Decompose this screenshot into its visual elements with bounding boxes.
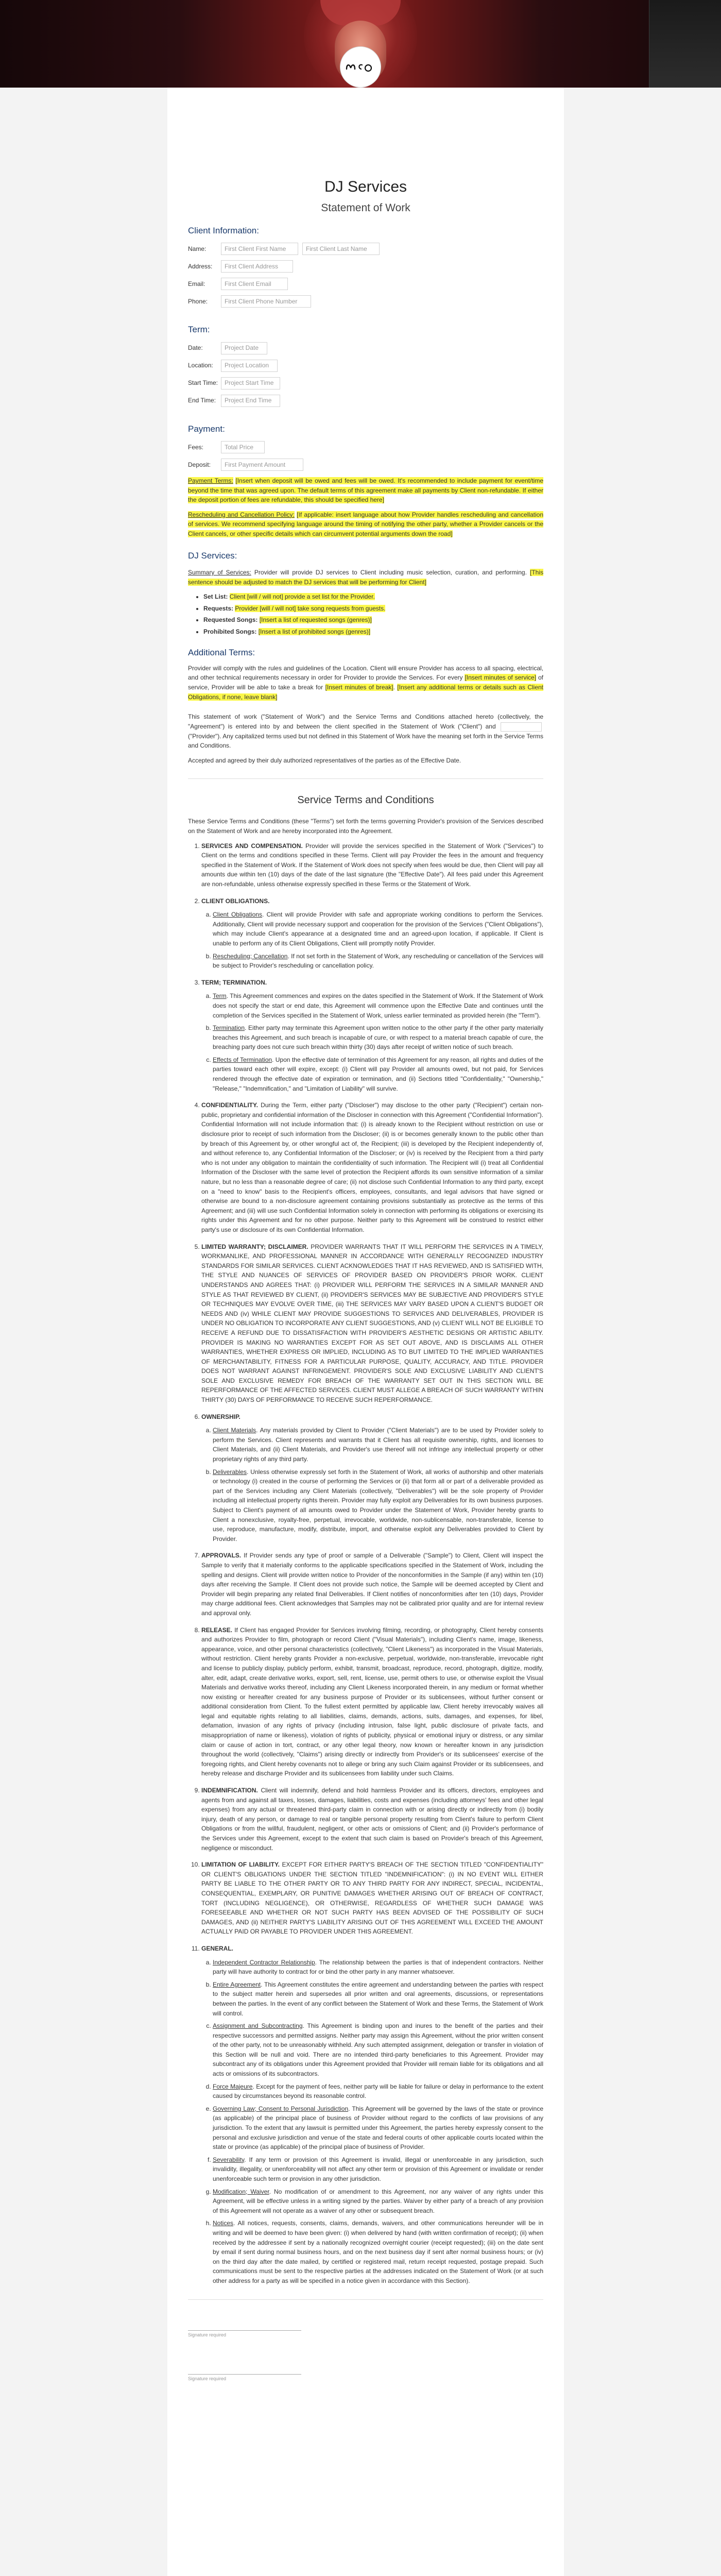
project-location-input[interactable]: Project Location [221, 360, 278, 372]
term-item [201, 1625, 543, 1779]
services-heading: DJ Services: [188, 550, 237, 561]
deposit-input[interactable]: First Payment Amount [221, 459, 303, 471]
client-address-input[interactable]: First Client Address [221, 260, 293, 273]
additional-terms: Provider will comply with the rules and guidelines of the Location. Client will ensure Provider has access to all spacing, electrical, and other technical requirements necessary in order for Provider to provide the Services. For every [Insert minutes of service] of service, Provider will be able to take a break for [Insert minutes of break]. [Insert any additional terms or details such as Client Obligations, if none, leave blank] [188, 664, 543, 701]
signature-label-2: Signature required [188, 2376, 227, 2382]
sub-item [213, 910, 543, 948]
minutes-service-placeholder: [Insert minutes of service] [465, 674, 537, 682]
sub-label: Notices [213, 2219, 234, 2227]
payment-terms [188, 476, 543, 505]
terms-list [188, 841, 543, 2286]
client-phone-input[interactable]: First Client Phone Number [221, 295, 311, 308]
sub-text: . If any term or provision of this Agreement is invalid, illegal or unenforceable in any jurisdiction, such invalidity, illegality, or unenforceability will not affect any other term or provision of this Agreement or invalidate or render unenforceable such term or provision in any other jurisdiction. [213, 2156, 543, 2183]
email-label: Email: [188, 280, 205, 288]
client-name-row [188, 243, 543, 255]
name-label: Name: [188, 245, 207, 253]
sub-item [213, 1980, 543, 2018]
sub-list [201, 1426, 543, 1544]
provider-name-input[interactable] [501, 722, 542, 732]
additional-text-1: Provider will comply with the rules and guidelines of the Location. Client will ensure Provider has access to all spacing, electrical, and other technical requirements necessary in order for Provider to provide the Services. For every [188, 664, 543, 682]
client-email-input[interactable]: First Client Email [221, 278, 288, 290]
agreement-text-2: ("Provider"). Any capitalized terms used but not defined in this Statement of Work have the meaning set forth in the Service Terms and Conditions. [188, 732, 543, 750]
rescheduling-label: Rescheduling and Cancellation Policy: [188, 511, 295, 518]
divider [188, 2299, 543, 2300]
list-item [203, 615, 543, 625]
term-heading: TERM; TERMINATION. [201, 978, 267, 986]
term-item [201, 1786, 543, 1853]
client-address-row [188, 260, 543, 273]
document-card [167, 88, 564, 2576]
list-item [203, 604, 543, 614]
phone-label: Phone: [188, 298, 208, 306]
term-item [201, 1551, 543, 1618]
sub-label: Entire Agreement [213, 1980, 261, 1988]
sub-list [201, 1958, 543, 2286]
item-text: [Insert a list of prohibited songs (genres)] [258, 628, 371, 635]
sub-text: . Either party may terminate this Agreement upon written notice to the other party if the other party materially breaches this Agreement, and such breach is incapable of cure, or with respect to a material breach capable of cure, the breaching party does not cure such breach within thirty (30) days after receipt of written notice of such breach. [213, 1024, 543, 1051]
term-start-row [188, 377, 543, 389]
term-item [201, 978, 543, 1094]
sub-item [213, 1467, 543, 1544]
accepted-line: Accepted and agreed by their duly authorized representatives of the parties as of the Effective Date. [188, 756, 461, 764]
sub-list [201, 991, 543, 1093]
summary-placeholder: [This sentence should be adjusted to match the DJ services that will be performing for Client] [188, 568, 543, 586]
sub-label: Termination [213, 1024, 245, 1032]
sub-label: Governing Law; Consent to Personal Jurisdiction [213, 2105, 349, 2112]
hero-side-panel [649, 0, 721, 88]
item-label: Requested Songs: [203, 616, 258, 624]
sub-text: . No modification of or amendment to this Agreement, nor any waiver of any rights under this Agreement, will be effective unless in a writing signed by the parties. Waiver by either party of a breach of any provision of this Agreement will not operate as a waiver of any other or subsequent breach. [213, 2188, 543, 2214]
term-item [201, 1944, 543, 2286]
term-item [201, 1242, 543, 1405]
term-item [201, 896, 543, 971]
sub-text: . Unless otherwise expressly set forth in the Statement of Work, all works of authorship and other materials or technology (i) created in the course of performing the Services or (ii) that form all or part of a deliverable provided as part of the Services including any Client Materials (collectively, "Deliverables") will be the sole property of Provider including all intellectual property rights therein. Provider may fully exploit any Deliverables for its own business purposes. Subject to Client's payment of all amounts owed to Provider under the Statement of Work, Provider hereby grants to Client a nonexclusive, royalty-free, perpetual, irrevocable, worldwide, non-sublicensable, non-transferable, license to use, reproduce, manufacture, modify, distribute, import, and otherwise exploit any Deliverables provided to Client by Provider. [213, 1468, 543, 1543]
client-phone-row [188, 295, 543, 308]
term-text: During the Term, either party ("Discloser") may disclose to the other party ("Recipient") certain non-public, proprietary and confidential information of the Discloser in connection with this Agreement ("Confidential Information"). Confidential Information will not include information that: (i) is already known to the Recipient without restriction on use or disclosure prior to receipt of such information from the Discloser; (ii) is or becomes generally known to the public other than by breach of this Agreement by, or other wrongful act of, the Recipient; (iii) is developed by the Recipient independently of, and without reference to, any Confidential Information of the Discloser; or (iv) is received by the Recipient from a third party who is not under any obligation to maintain the confidentiality of such information. The Recipient will (i) treat all Confidential Information of the Discloser with the same level of protection the Recipient affords its own sensitive information of a similar nature, but no less than a reasonable degree of care; (ii) not disclose such Confidential Information to any third party, except on a "need to know" basis to the Recipient's officers, employees, consultants, and legal advisors that have signed or otherwise are bound to a non-disclosure agreement containing provisions substantially as protective as the terms of this Agreement; and (iii) will use such Confidential Information solely in connection with performing its obligations or exercising its rights under this Agreement and for no other purpose. Neither party to this Agreement will be construed to restrict either party's use or disclosure of its own Confidential Information. [201, 1101, 543, 1233]
start-time-label: Start Time: [188, 379, 218, 387]
fees-row [188, 441, 543, 453]
sub-item [213, 991, 543, 1020]
services-list [203, 592, 543, 636]
address-label: Address: [188, 263, 213, 270]
term-heading: CONFIDENTIALITY. [201, 1101, 258, 1109]
signature-field-2[interactable] [188, 2359, 301, 2375]
term-heading: APPROVALS. [201, 1552, 242, 1560]
term-end-row [188, 395, 543, 407]
deposit-row [188, 459, 543, 471]
term-heading: LIMITATION OF LIABILITY. [201, 1861, 280, 1869]
sub-item [213, 1055, 543, 1093]
divider [188, 778, 543, 779]
sub-label: Client Materials [213, 1427, 256, 1434]
location-label: Location: [188, 362, 213, 369]
brand-logo [340, 46, 381, 88]
sub-item [213, 952, 543, 971]
rescheduling-text: [If applicable: insert language about how Provider handles rescheduling and cancellation of services. We recommend specifying language around the timing of notifying the other party, whether a Provider cancels or the Client cancels, or other specific details which can circumvent potential arguments down the road] [188, 511, 543, 537]
sub-text: . Upon the effective date of termination of this Agreement for any reason, all rights and duties of the parties toward each other will expire, except: (i) Client will pay Provider all amounts owed, but not paid, for Services rendered through the effective date of expiration or termination, and (ii) Sections titled "Confidentiality," "Ownership," "Release," "Indemnification," and "Limitation of Liability" will survive. [213, 1056, 543, 1092]
term-date-row [188, 342, 543, 354]
term-item [201, 841, 543, 889]
client-heading: Client Information: [188, 226, 259, 235]
sub-label: Assignment and Subcontracting [213, 2022, 303, 2030]
sub-item [213, 2082, 543, 2101]
project-date-input[interactable]: Project Date [221, 342, 267, 354]
term-heading: LIMITED WARRANTY; DISCLAIMER. [201, 1243, 308, 1250]
deposit-label: Deposit: [188, 461, 211, 468]
term-heading: Term: [188, 325, 210, 335]
term-heading: INDEMNIFICATION. [201, 1787, 258, 1794]
term-item [201, 1100, 543, 1234]
item-text: Client [will / will not] provide a set list for the Provider. [229, 593, 375, 601]
sub-text: . Except for the payment of fees, neither party will be liable for failure or delay in performance to the extent caused by circumstances beyond its reasonable control. [213, 2082, 543, 2100]
sub-list [201, 910, 543, 971]
term-heading: GENERAL. [201, 1944, 234, 1952]
item-label: Set List: [203, 593, 228, 601]
payment-heading: Payment: [188, 423, 225, 434]
sub-item [213, 2021, 543, 2079]
terms-intro: These Service Terms and Conditions (these "Terms") set forth the terms governing Provider's provision of the Services described on the Statement of Work and are hereby incorporated into the Agreement. [188, 818, 543, 835]
date-label: Date: [188, 344, 203, 352]
page-title: DJ Services [324, 178, 407, 195]
sub-item [213, 1023, 543, 1052]
additional-text-2: of service, Provider will be able to take a break for [188, 674, 543, 691]
item-label: Prohibited Songs: [203, 628, 257, 635]
sub-label: Deliverables [213, 1468, 247, 1476]
sub-label: Term [213, 992, 227, 1000]
additional-terms-placeholder: [Insert any additional terms or details such as Client Obligations, if none, leave blank] [188, 684, 543, 701]
term-text: If Provider sends any type of proof or sample of a Deliverable ("Sample") to Client, Client will inspect the Sample to verify that it materially conforms to the applicable specifications specified in the Statement of Work, including the spelling and designs. Client will provide written notice to Provider of the nonconformities in the Sample (if any) within ten (10) days after receiving the Sample. If Client does not provide such notice, the Sample will be deemed accepted by Client and Provider will begin preparing any related final Deliverables. If Client notifies of nonconformities after ten (10) days, Provider may charge additional fees. Client acknowledges that Samples may not be calibrated prior quality and are for internal review and approval only. [201, 1552, 543, 1617]
list-item [203, 627, 543, 637]
sub-item [213, 2104, 543, 2152]
term-text: EXCEPT FOR EITHER PARTY'S BREACH OF THE SECTION TITLED "CONFIDENTIALITY" OR CLIENT'S OBLIGATIONS UNDER THE SECTION TITLED "INDEMNIFICATION": (i) IN NO EVENT WILL EITHER PARTY BE LIABLE TO THE OTHER PARTY OR TO ANY THIRD PARTY FOR ANY INDIRECT, SPECIAL, INCIDENTAL, CONSEQUENTIAL, EXEMPLARY, OR PUNITIVE DAMAGES WHETHER ARISING OUT OF BREACH OF CONTRACT, TORT (INCLUDING NEGLIGENCE), OR OTHERWISE, REGARDLESS OF WHETHER SUCH DAMAGE WAS FORESEEABLE AND WHETHER OR NOT SUCH PARTY HAS BEEN ADVISED OF THE POSSIBILITY OF SUCH DAMAGES, AND (ii) NEITHER PARTY'S LIABILITY ARISING OUT OF THIS AGREEMENT WILL EXCEED THE AMOUNT ACTUALLY PAID OR PAYABLE TO PROVIDER UNDER THIS AGREEMENT. [201, 1861, 543, 1936]
sub-item [213, 1426, 543, 1464]
payment-terms-label: Payment Terms: [188, 477, 233, 485]
term-text: If Client has engaged Provider for Services involving filming, recording, or photography, Client hereby consents and authorizes Provider to film, photograph or record Client ("Visual Materials"), including Client's name, image, likeness, appearance, voice, and other personal characteristics (collectively, "Client Likeness") as incorporated in the Visual Materials, without restriction. Client hereby grants Provider a non-exclusive, perpetual, worldwide, non-transferable, irrevocable right and license to publicly display, publicly perform, exhibit, transmit, broadcast, reproduce, record, photograph, digitize, modify, alter, edit, adapt, create derivative works, export, sell, rent, license, use, permit others to use, or otherwise exploit the Visual Materials and derivative works thereof, including any Client Likeness incorporated therein, in any medium or format whether now existing or hereafter created for any business purpose of Provider or its sublicensees, without further consent or additional consideration from Client. To the fullest extent permitted by applicable law, Client hereby irrevocably waives all legal and equitable rights relating to all liabilities, claims, demands, actions, suits, damages, and expenses, for libel, defamation, invasion of any rights of privacy (including intrusion, false light, public disclosure of private facts, and misappropriation of name or likeness), violation of rights of publicity, physical or emotional injury or distress, or any similar claim or cause of action in tort, contract, or any other legal theory, now known or hereafter known in any jurisdiction throughout the world (collectively, "Claims") arising directly or indirectly from Provider's or its sublicensees' exercise of the foregoing rights, and Client hereby covenants not to allege or bring any such Claim against Provider or its sublicensees, and hereby release and discharge Provider and its sublicensees from liability under such Claims. [201, 1626, 543, 1777]
sub-text: . This Agreement will be governed by the laws of the state or province (as applicable) of the principal place of business of Provider without regard to the conflicts of law provisions of any jurisdiction. To the extent that any lawsuit is permitted under this Agreement, the parties hereby expressly consent to the personal and exclusive jurisdiction and venue of the state and federal courts of other applicable courts located within the state or province (as applicable) of the principal place of business of Provider. [213, 2105, 543, 2151]
client-email-row [188, 278, 543, 290]
rescheduling-policy [188, 510, 543, 539]
sub-text: . If not set forth in the Statement of Work, any rescheduling or cancellation of the Services will be subject to Provider's rescheduling or cancellation policy. [213, 952, 543, 970]
total-price-input[interactable]: Total Price [221, 441, 265, 453]
sub-text: . Client will provide Provider with safe and appropriate working conditions to perform the Services. Additionally, Client will provide necessary support and cooperation for the provision of the Services ("Client Obligations"), which may include Client's appearance at a designated time and an agreed-upon location, if applicable. If Client is unable to perform any of its Client Obligations, Client will promptly notify Provider. [213, 911, 543, 947]
list-item [203, 592, 543, 602]
services-summary [188, 568, 543, 587]
signature-block-2 [188, 2359, 543, 2383]
sub-label: Independent Contractor Relationship [213, 1958, 315, 1966]
sub-text: . This Agreement is binding upon and inures to the benefit of the parties and their respective successors and permitted assigns. Neither party may assign this Agreement, without the prior written consent of the other party, not to be unreasonably withheld. Any such attempted assignment, delegation or transfer in violation of this Section will be null and void. There are no intended third-party beneficiaries to this Agreement. Provider may subcontract any of its obligations under this Agreement provided that Provider will remain liable for its obligations and all acts or omissions of its subcontractors. [213, 2022, 543, 2078]
signature-label-1: Signature required [188, 2332, 227, 2337]
sub-label: Modification; Waiver [213, 2188, 269, 2195]
sub-label: Rescheduling; Cancellation [213, 952, 288, 960]
sub-item [213, 2155, 543, 2184]
sub-item [213, 2218, 543, 2285]
term-heading: RELEASE. [201, 1626, 233, 1634]
sub-label: Severability [213, 2156, 245, 2163]
project-start-time-input[interactable]: Project Start Time [221, 377, 280, 389]
term-item [201, 1412, 543, 1544]
agreement-intro [188, 712, 543, 751]
item-text: [Insert a list of requested songs (genres)] [259, 616, 372, 624]
client-last-name-input[interactable]: First Client Last Name [302, 243, 380, 255]
client-first-name-input[interactable]: First Client First Name [221, 243, 298, 255]
sub-item [213, 1958, 543, 1977]
signature-field-1[interactable] [188, 2315, 301, 2331]
term-text: Provider will provide the services specified in the Statement of Work ("Services") to Client on the terms and conditions specified in these Terms. Client will pay Provider the fees in the amount and frequency specified in the Statement of Work. If the Statement of Work does not specify when fees would be due, then Client will pay all amounts due within ten (10) days of the date of the last signature (the "Effective Date"). All fees paid under this Agreement are non-refundable, unless otherwise expressly specified in these Terms or the Statement of Work. [201, 842, 543, 888]
summary-text: Provider will provide DJ services to Client including music selection, curation, and performing. [254, 568, 527, 576]
sub-text: . Any materials provided by Client to Provider ("Client Materials") are to be used by Provider solely to perform the Services. Client represents and warrants that it Client has all requisite ownership, rights, and licenses to Client Materials, and (ii) Client Materials, and Provider's use thereof will not infringe any intellectual property or other proprietary rights of any third party. [213, 1427, 543, 1463]
agreement-text-1: This statement of work ("Statement of Work") and the Service Terms and Conditions attached hereto (collectively, the "Agreement") is entered into by and between the client specified in the Statement of Work ("Client") and [188, 713, 543, 730]
sub-label: Force Majeure [213, 2082, 253, 2090]
summary-label: Summary of Services: [188, 568, 251, 576]
fees-label: Fees: [188, 443, 204, 451]
sub-item [213, 2187, 543, 2216]
term-location-row [188, 360, 543, 372]
page-subtitle: Statement of Work [321, 202, 410, 214]
item-label: Requests: [203, 604, 234, 612]
terms-title: Service Terms and Conditions [297, 794, 434, 806]
sub-label: Effects of Termination [213, 1056, 272, 1063]
statement-of-work [188, 224, 543, 2383]
term-heading: CLIENT OBLIGATIONS. [201, 897, 270, 905]
term-text: Client will indemnify, defend and hold harmless Provider and its officers, directors, employees and agents from and against all taxes, losses, damages, liabilities, costs and expenses (including attorneys' fees and other legal expenses) from any actual or threatened third-party claim in connection with or arising directly or indirectly from (i) bodily injury, death of any person, or damage to real or tangible personal property resulting from Client's failure to perform Client Obligations or from the willful, fraudulent, negligent, or other acts or omissions of Client; and (ii) Provider's performance of the Services under this Agreement, except to the extent that such claim is based on Provider's breach of this Agreement, negligence or misconduct. [201, 1787, 543, 1852]
logo-mark-icon [345, 57, 376, 77]
minutes-break-placeholder: [Insert minutes of break] [325, 684, 393, 691]
signature-block-1 [188, 2315, 543, 2339]
term-heading: OWNERSHIP. [201, 1413, 241, 1420]
payment-terms-text: [Insert when deposit will be owed and fees will be owed. It's recommended to include payment for event/time beyond the time that was agreed upon. The default terms of this agreement make all payments by Client non-refundable. If either the deposit portion of fees are refundable, this should be specified here] [188, 477, 543, 504]
term-text: PROVIDER WARRANTS THAT IT WILL PERFORM THE SERVICES IN A TIMELY, WORKMANLIKE, AND PROFESSIONAL MANNER IN ACCORDANCE WITH GENERALLY RECOGNIZED INDUSTRY STANDARDS FOR SIMILAR SERVICES. CLIENT ACKNOWLEDGES THAT IT HAS REVIEWED, AND IS SATISFIED WITH, THE STYLE AND NUANCES OF SERVICES OF PROVIDER BASED ON PROVIDER'S PRIOR WORK. CLIENT UNDERSTANDS AND AGREES THAT: (i) PROVIDER WILL PERFORM THE SERVICES IN A SIMILAR MANNER AND STYLE AS THAT REVIEWED BY CLIENT, (ii) PROVIDER'S SERVICES MAY BE SUBJECTIVE AND PROVIDER'S STYLE OR TECHNIQUES MAY EVOLVE OVER TIME, (iii) THE SERVICES MAY VARY BASED UPON A CLIENT'S BUDGET OR NEEDS AND (iv) WHILE CLIENT MAY PROVIDE SUGGESTIONS TO SERVICES AND DELIVERABLES, PROVIDER IS UNDER NO OBLIGATION TO INCORPORATE ANY CLIENT SUGGESTIONS, AND (v) CLIENT WILL NOT BE ELIGIBLE TO RECEIVE A REFUND DUE TO DISSATISFACTION WITH PROVIDER'S AESTHETIC DESIGNS OR ARTISTIC ABILITY. PROVIDER IS MAKING NO WARRANTIES EXCEPT FOR AS SET OUT ABOVE, AND IS DISCLAIMS ALL OTHER WARRANTIES, WHETHER EXPRESS OR IMPLIED, INCLUDING AS TO BUT LIMITED TO THE IMPLIED WARRANTIES OF MERCHANTABILITY, FITNESS FOR A PARTICULAR PURPOSE, QUALITY, ACCURACY, AND TITLE. PROVIDER DOES NOT WARRANT AGAINST INFRINGEMENT. PROVIDER'S SOLE AND EXCLUSIVE LIABILITY AND CLIENT'S SOLE AND EXCLUSIVE REMEDY FOR BREACH OF THE WARRANTY SET OUT IN THIS SECTION WILL BE REPERFORMANCE OF THE AFFECTED SERVICES. CLIENT MUST ALLEGE A BREACH OF SUCH WARRANTY WITHIN THIRTY (30) DAYS OF PERFORMANCE TO RECEIVE SUCH REPERFORMANCE. [201, 1243, 543, 1404]
item-text: Provider [will / will not] take song requests from guests. [235, 604, 386, 612]
additional-heading: Additional Terms: [188, 647, 255, 657]
sub-text: . All notices, requests, consents, claims, demands, waivers, and other communications hereunder will be in writing and will be deemed to have been given: (i) when delivered by hand (with written confirmation of receipt); (ii) when received by the addressee if sent by a nationally recognized overnight courier (receipt requested); (iii) on the date sent by email if sent during normal business hours, and on the next business day if sent after normal business hours; or (iv) on the third day after the date mailed, by certified or registered mail, return receipt requested, postage prepaid. Such communications must be sent to the respective parties at the addresses indicated on the Statement of Work (or at such other address for a party as will be specified in a notice given in accordance with this Section). [213, 2219, 543, 2284]
sub-text: . This Agreement constitutes the entire agreement and understanding between the parties with respect to the subject matter herein and supersedes all prior written and oral agreements, discussions, or representations between the parties. In the event of any conflict between the Statement of Work and these Terms, the Statement of Work will control. [213, 1980, 543, 2017]
sub-label: Client Obligations [213, 911, 262, 919]
sub-text: . This Agreement commences and expires on the dates specified in the Statement of Work. If the Statement of Work does not specify the start or end date, this Agreement will commence upon the Effective Date and continues until the completion of the Services specified in the Statement of Work, unless earlier terminated as provided herein (the "Term"). [213, 992, 543, 1019]
end-time-label: End Time: [188, 397, 216, 404]
term-item [201, 1860, 543, 1937]
sub-text: . The relationship between the parties is that of independent contractors. Neither party will have authority to contract for or bind the other party in any manner whatsoever. [213, 1958, 543, 1976]
project-end-time-input[interactable]: Project End Time [221, 395, 280, 407]
term-heading: SERVICES AND COMPENSATION. [201, 842, 303, 850]
